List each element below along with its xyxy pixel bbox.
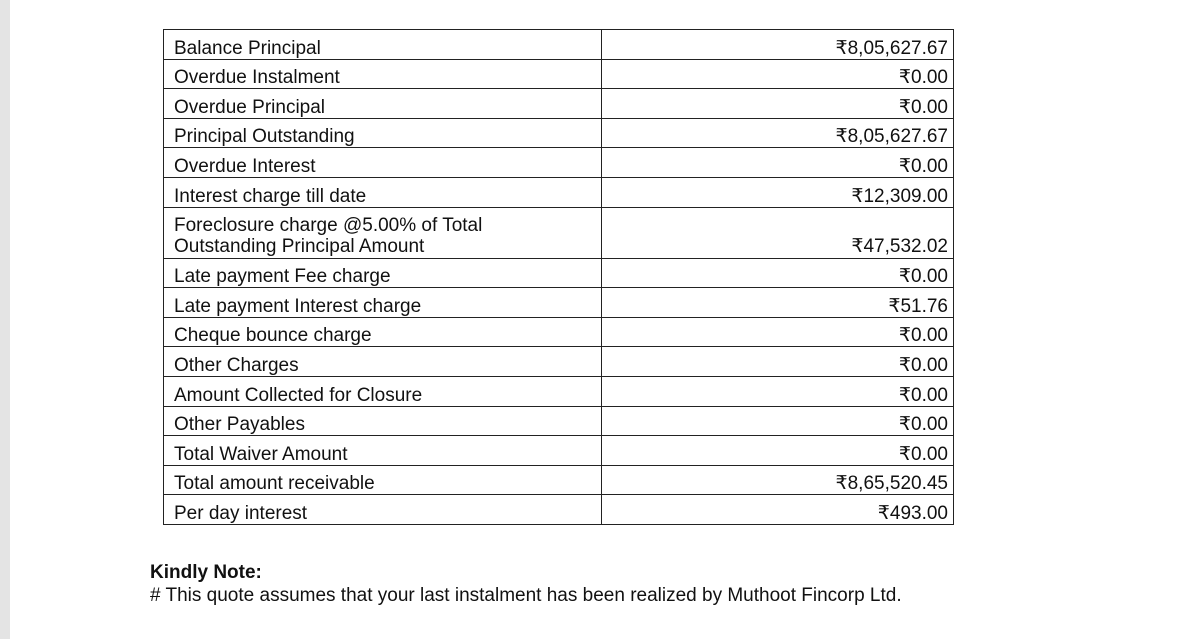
table-row xyxy=(164,30,954,60)
foreclosure-quote-table xyxy=(163,29,954,525)
table-row xyxy=(164,347,954,377)
row-value: ₹0.00 xyxy=(602,258,954,288)
row-label: Late payment Fee charge xyxy=(164,258,602,288)
row-label: Other Charges xyxy=(164,347,602,377)
row-label: Total Waiver Amount xyxy=(164,436,602,466)
row-label: Other Payables xyxy=(164,406,602,436)
table-row xyxy=(164,118,954,148)
row-label: Foreclosure charge @5.00% of Total Outstanding Principal Amount xyxy=(164,207,602,258)
table-row xyxy=(164,317,954,347)
row-value: ₹0.00 xyxy=(602,89,954,119)
table-row xyxy=(164,207,954,258)
row-value: ₹8,05,627.67 xyxy=(602,118,954,148)
row-label: Amount Collected for Closure xyxy=(164,376,602,406)
table-row xyxy=(164,376,954,406)
row-label: Overdue Interest xyxy=(164,148,602,178)
row-value: ₹12,309.00 xyxy=(602,177,954,207)
page-edge xyxy=(0,0,10,639)
table-row xyxy=(164,495,954,525)
row-value: ₹8,05,627.67 xyxy=(602,30,954,60)
row-value: ₹0.00 xyxy=(602,317,954,347)
table-row xyxy=(164,148,954,178)
row-label: Overdue Principal xyxy=(164,89,602,119)
row-value: ₹0.00 xyxy=(602,436,954,466)
table-row xyxy=(164,436,954,466)
row-value: ₹0.00 xyxy=(602,406,954,436)
table-row xyxy=(164,406,954,436)
row-label: Balance Principal xyxy=(164,30,602,60)
table-row xyxy=(164,177,954,207)
row-value: ₹0.00 xyxy=(602,148,954,178)
row-label: Per day interest xyxy=(164,495,602,525)
row-label: Overdue Instalment xyxy=(164,59,602,89)
table-row xyxy=(164,258,954,288)
row-value: ₹0.00 xyxy=(602,347,954,377)
table-row xyxy=(164,89,954,119)
note-title: Kindly Note: xyxy=(150,562,262,583)
table-row xyxy=(164,465,954,495)
row-label: Interest charge till date xyxy=(164,177,602,207)
table-row xyxy=(164,288,954,318)
row-label: Cheque bounce charge xyxy=(164,317,602,347)
row-label: Late payment Interest charge xyxy=(164,288,602,318)
note-text: # This quote assumes that your last instalment has been realized by Muthoot Fincorp Ltd. xyxy=(150,585,902,606)
row-value: ₹51.76 xyxy=(602,288,954,318)
row-label: Principal Outstanding xyxy=(164,118,602,148)
row-value: ₹0.00 xyxy=(602,376,954,406)
table-row xyxy=(164,59,954,89)
row-value: ₹493.00 xyxy=(602,495,954,525)
row-value: ₹47,532.02 xyxy=(602,207,954,258)
row-value: ₹8,65,520.45 xyxy=(602,465,954,495)
row-value: ₹0.00 xyxy=(602,59,954,89)
row-label: Total amount receivable xyxy=(164,465,602,495)
kindly-note xyxy=(150,562,902,608)
